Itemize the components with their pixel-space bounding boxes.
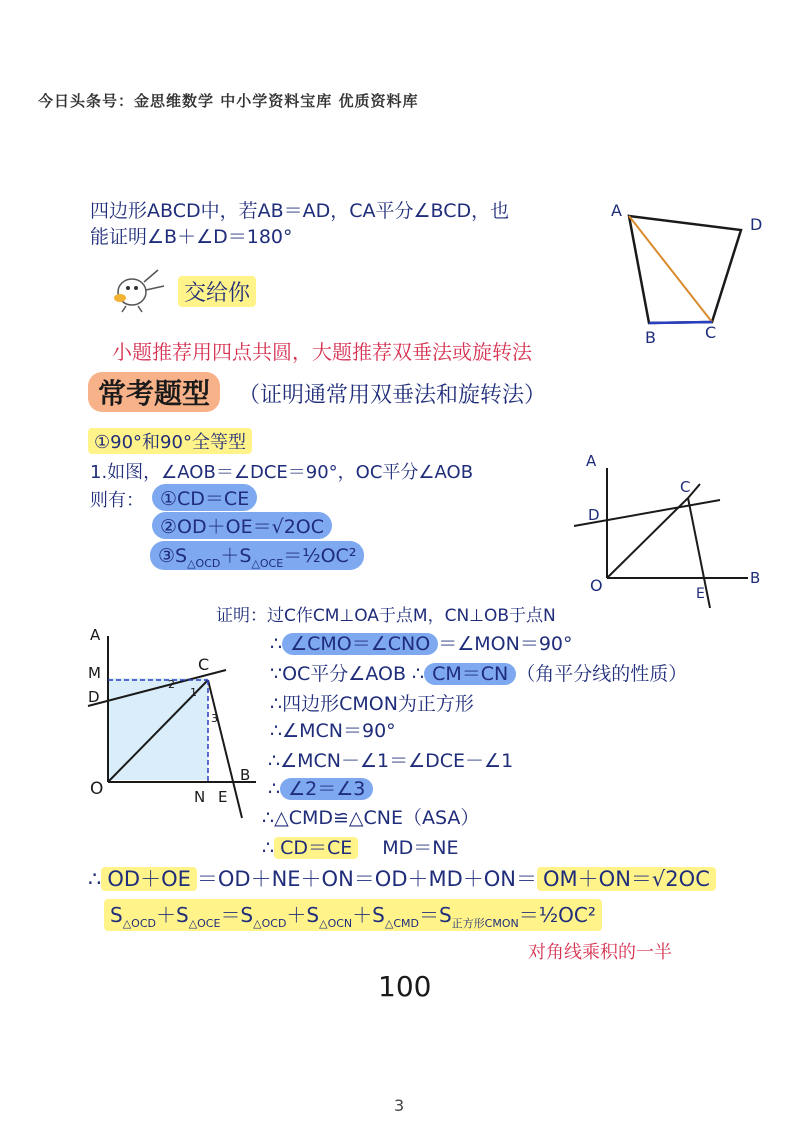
c2-mid: ＝S bbox=[220, 903, 254, 927]
c2-p4: ＝S bbox=[418, 903, 452, 927]
segment-oc bbox=[607, 498, 688, 578]
fig1-label-e: E bbox=[696, 586, 705, 602]
result-2-sqrt: √2OC bbox=[271, 516, 325, 538]
result-2-prefix: ②OD＋OE＝ bbox=[160, 516, 272, 538]
intro-line-2: 能证明∠B＋∠D＝180° bbox=[90, 226, 293, 248]
result-3-prefix: ③S bbox=[158, 545, 188, 567]
problem-then-label: 则有： bbox=[90, 490, 144, 511]
conclusion-line-2 bbox=[104, 899, 602, 931]
section-subtitle: （证明通常用双垂法和旋转法） bbox=[238, 383, 547, 408]
side-bc bbox=[649, 322, 712, 323]
label-d: D bbox=[750, 215, 763, 234]
result-2 bbox=[152, 512, 332, 539]
fig2-label-e: E bbox=[218, 788, 228, 806]
result-1: ①CD＝CE bbox=[152, 484, 257, 511]
result-3 bbox=[150, 541, 364, 570]
c2-sub4: △OCN bbox=[319, 917, 353, 930]
fig2-label-o: O bbox=[90, 779, 104, 799]
c2-sub3: △OCD bbox=[253, 917, 287, 930]
c2-s1: S bbox=[110, 903, 123, 927]
proof-line-1 bbox=[270, 629, 573, 656]
problem-statement: 1.如图，∠AOB＝∠DCE＝90°，OC平分∠AOB bbox=[90, 462, 474, 483]
note-page-number: 100 bbox=[378, 970, 432, 1003]
fig2-label-n: N bbox=[194, 788, 206, 806]
proof-l6-pre: ∴ bbox=[268, 778, 281, 800]
result-3-sub1: △OCD bbox=[187, 556, 221, 570]
c2-p2: ＋S bbox=[286, 903, 320, 927]
c1-hl2: OM＋ON＝√2OC bbox=[537, 867, 716, 891]
proof-line-8 bbox=[262, 833, 459, 860]
mascot-icon bbox=[106, 262, 170, 314]
proof-l8-hl: CD＝CE bbox=[274, 837, 358, 859]
intro-line-1: 四边形ABCD中，若AB＝AD，CA平分∠BCD，也 bbox=[90, 200, 510, 222]
fig2-label-d: D bbox=[88, 688, 100, 706]
proof-l1-pre: ∴ bbox=[270, 633, 283, 655]
proof-line-2 bbox=[270, 659, 687, 686]
page-number: 3 bbox=[394, 1096, 405, 1115]
c2-p3: ＋S bbox=[352, 903, 385, 927]
fig1-label-c: C bbox=[680, 478, 691, 496]
proof-line-4: ∴∠MCN＝90° bbox=[270, 720, 396, 742]
proof-line-3: ∴四边形CMON为正方形 bbox=[270, 693, 474, 715]
figure-2 bbox=[80, 622, 265, 822]
c2-p1: ＋S bbox=[155, 903, 189, 927]
label-a: A bbox=[611, 201, 622, 220]
fig1-label-d: D bbox=[588, 506, 600, 524]
figure-1 bbox=[570, 448, 770, 608]
c2-sub5: △CMD bbox=[384, 917, 419, 930]
proof-l8-pre: ∴ bbox=[262, 837, 275, 859]
proof-l8-tail: MD＝NE bbox=[382, 837, 459, 859]
mascot-label: 交给你 bbox=[178, 276, 256, 307]
c1-hl1: OD＋OE bbox=[101, 867, 197, 891]
result-3-plus: ＋S bbox=[220, 545, 252, 567]
fig1-label-o: O bbox=[590, 576, 603, 595]
fig2-label-m: M bbox=[88, 664, 101, 682]
conclusion-line-1 bbox=[88, 863, 716, 893]
proof-l2-pre: ∵OC平分∠AOB ∴ bbox=[270, 663, 425, 685]
proof-intro: 证明：过C作CM⊥OA于点M，CN⊥OB于点N bbox=[216, 606, 556, 626]
c2-tail: ＝½OC² bbox=[518, 903, 596, 927]
proof-l2-hl: CM＝CN bbox=[424, 663, 516, 685]
c2-sub2: △OCE bbox=[188, 917, 221, 930]
subsection-title: ①90°和90°全等型 bbox=[88, 428, 252, 454]
proof-line-7: ∴△CMD≌△CNE（ASA） bbox=[262, 807, 480, 829]
proof-l6-hl: ∠2＝∠3 bbox=[280, 778, 373, 800]
c2-sub6: 正方形CMON bbox=[451, 917, 519, 930]
c1-mid: ＝OD＋NE＋ON＝OD＋MD＋ON＝ bbox=[196, 867, 538, 891]
quadrilateral-figure bbox=[605, 198, 775, 348]
proof-line-6 bbox=[268, 774, 373, 801]
fig2-label-a: A bbox=[90, 626, 101, 644]
fig1-label-a: A bbox=[586, 452, 597, 470]
label-b: B bbox=[645, 328, 656, 347]
quad-outline bbox=[629, 216, 741, 323]
proof-l1-hl: ∠CMO＝∠CNO bbox=[282, 633, 438, 655]
conclusion-note: 对角线乘积的一半 bbox=[528, 942, 672, 963]
section-title: 常考题型 bbox=[88, 372, 220, 412]
fig1-label-b: B bbox=[750, 569, 761, 587]
tip-text: 小题推荐用四点共圆，大题推荐双垂法或旋转法 bbox=[112, 340, 532, 364]
result-3-tail: ＝½OC² bbox=[283, 545, 357, 567]
angle-label-3: 3 bbox=[211, 712, 218, 725]
proof-l2-tail: （角平分线的性质） bbox=[516, 663, 688, 685]
c1-pre: ∴ bbox=[88, 867, 102, 891]
header-source-line: 今日头条号：金思维数学 中小学资料宝库 优质资料库 bbox=[38, 92, 419, 110]
angle-label-2: 2 bbox=[168, 678, 175, 691]
proof-l1-tail: ＝∠MON＝90° bbox=[438, 633, 573, 655]
label-c: C bbox=[705, 323, 717, 342]
diagonal-ac bbox=[629, 216, 712, 322]
c2-sub1: △OCD bbox=[122, 917, 156, 930]
result-3-sub2: △OCE bbox=[251, 556, 284, 570]
proof-line-5: ∴∠MCN－∠1＝∠DCE－∠1 bbox=[268, 750, 514, 772]
fig2-label-c: C bbox=[198, 655, 210, 674]
fig2-label-b: B bbox=[240, 766, 251, 784]
angle-label-1: 1 bbox=[190, 686, 197, 699]
